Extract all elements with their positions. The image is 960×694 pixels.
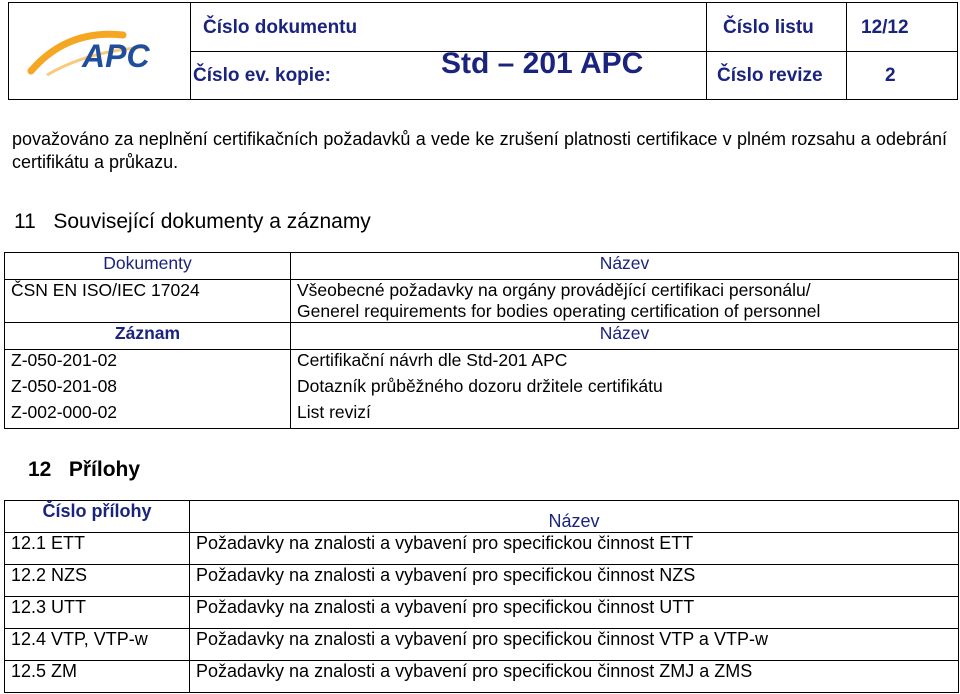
table-row xyxy=(5,597,959,629)
record-name: Certifikační návrh dle Std-201 APC xyxy=(297,350,568,370)
record-name: List revizí xyxy=(297,402,371,422)
revision-label: Číslo revize xyxy=(717,65,823,86)
col-record: Záznam xyxy=(5,323,291,350)
document-name-line1: Všeobecné požadavky na orgány provádějící certifikaci personálu/ xyxy=(297,280,811,300)
table-row xyxy=(5,350,959,377)
document-header xyxy=(8,2,958,100)
doc-number-label: Číslo dokumentu xyxy=(203,17,358,38)
related-documents-table xyxy=(4,252,959,429)
col-record-name: Název xyxy=(599,323,650,343)
table-row xyxy=(5,533,959,565)
col-attachment-number: Číslo přílohy xyxy=(5,501,190,533)
section-11-heading xyxy=(14,210,371,234)
col-name: Název xyxy=(599,253,650,273)
logo-text: APC xyxy=(82,38,150,74)
attachment-name: Požadavky na znalosti a vybavení pro specifickou činnost ZMJ a ZMS xyxy=(190,661,959,693)
record-code: Z-002-000-02 xyxy=(5,402,291,429)
sheet-value: 12/12 xyxy=(861,17,909,38)
col-attachment-name: Název xyxy=(190,501,959,533)
record-code: Z-050-201-08 xyxy=(5,376,291,402)
attachment-number: 12.4 VTP, VTP-w xyxy=(5,629,190,661)
body-paragraph: považováno za neplnění certifikačních požadavků a vede ke zrušení platnosti certifikace v plném rozsahu a odebrání certifikátu a průkazu. xyxy=(12,129,947,172)
attachment-number: 12.2 NZS xyxy=(5,565,190,597)
apc-logo xyxy=(27,21,177,83)
attachment-name: Požadavky na znalosti a vybavení pro specifickou činnost ETT xyxy=(190,533,959,565)
table-row xyxy=(5,280,959,323)
section-12-heading xyxy=(28,458,140,482)
attachment-name: Požadavky na znalosti a vybavení pro specifickou činnost VTP a VTP-w xyxy=(190,629,959,661)
revision-value: 2 xyxy=(885,65,896,86)
attachments-table xyxy=(4,500,959,693)
attachment-number: 12.5 ZM xyxy=(5,661,190,693)
table-row xyxy=(5,565,959,597)
document-code: ČSN EN ISO/IEC 17024 xyxy=(5,280,291,323)
sheet-label: Číslo listu xyxy=(723,17,814,38)
attachment-name: Požadavky na znalosti a vybavení pro specifickou činnost NZS xyxy=(190,565,959,597)
table-row xyxy=(5,629,959,661)
attachment-number: 12.1 ETT xyxy=(5,533,190,565)
attachment-name: Požadavky na znalosti a vybavení pro specifickou činnost UTT xyxy=(190,597,959,629)
attachment-number: 12.3 UTT xyxy=(5,597,190,629)
section-12-title: Přílohy xyxy=(68,458,141,481)
document-name-line2: Generel requirements for bodies operating certification of personnel xyxy=(297,301,821,321)
document-name xyxy=(291,280,959,323)
table-row xyxy=(5,402,959,429)
record-name: Dotazník průběžného dozoru držitele certifikátu xyxy=(297,376,663,396)
col-documents: Dokumenty xyxy=(5,253,291,280)
table-row xyxy=(5,376,959,402)
copy-number-label: Číslo ev. kopie: xyxy=(193,65,331,86)
doc-id: Std – 201 APC xyxy=(441,47,644,80)
section-12-number: 12 xyxy=(28,458,52,481)
table-row xyxy=(5,661,959,693)
section-11-number: 11 xyxy=(14,210,36,233)
section-11-title: Související dokumenty a záznamy xyxy=(53,210,371,233)
record-code: Z-050-201-02 xyxy=(5,350,291,377)
